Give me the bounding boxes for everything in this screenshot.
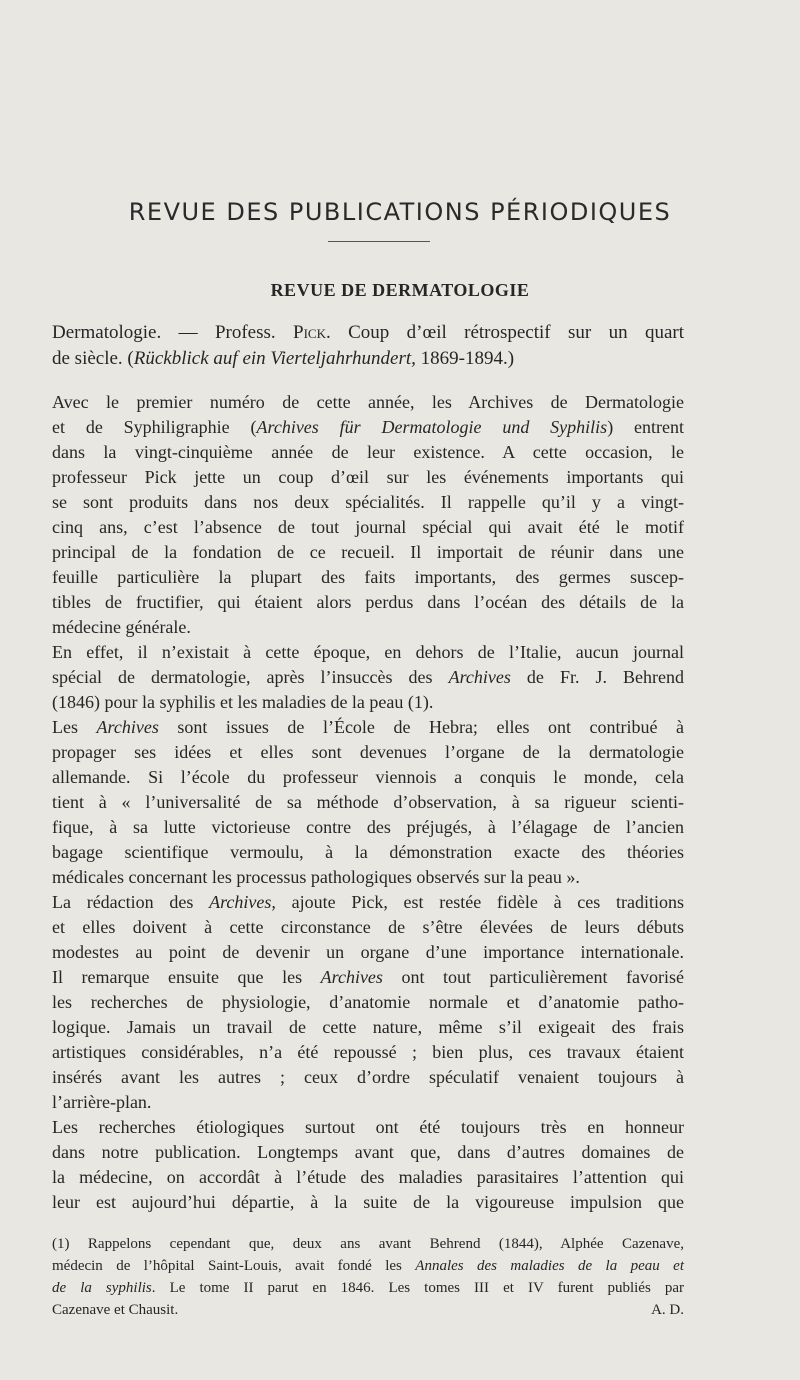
body-line: spécial de dermatologie, après l’insuccès des Archives de Fr. J. Behrend <box>52 667 685 687</box>
footnote-line: (1) Rappelons cependant que, deux ans avant Behrend (1844), Alphée Cazenave, <box>52 1236 684 1252</box>
body-line: Avec le premier numéro de cette année, les Archives de Dermatologie <box>52 392 684 412</box>
section-title: REVUE DE DERMATOLOGIE <box>270 280 530 300</box>
body-line: feuille particulière la plupart des faits importants, des germes suscep- <box>52 567 684 587</box>
page-title: REVUE DES PUBLICATIONS PÉRIODIQUES <box>128 198 672 226</box>
body-line: la médecine, on accordât à l’étude des maladies parasitaires l’attention qui <box>52 1167 684 1187</box>
title-divider <box>328 241 430 242</box>
body-line: cinq ans, c’est l’absence de tout journal spécial qui avait été le motif <box>52 517 684 537</box>
article-heading-line-2: de siècle. (Rückblick auf ein Vierteljahrhundert, 1869-1894.) <box>52 348 515 369</box>
body-line: Les Archives sont issues de l’École de Hebra; elles ont contribué à <box>52 717 684 737</box>
body-line: insérés avant les autres ; ceux d’ordre spéculatif venaient toujours à <box>52 1067 684 1087</box>
body-line: leur est aujourd’hui départie, à la suite de la vigoureuse impulsion que <box>52 1192 684 1212</box>
body-line: les recherches de physiologie, d’anatomie normale et d’anatomie patho- <box>52 992 684 1012</box>
footnote-line: Cazenave et Chausit. A. D. <box>52 1299 684 1321</box>
body-line: médecine générale. <box>52 617 191 637</box>
footnote-line: médecin de l’hôpital Saint-Louis, avait fondé les Annales des maladies de la peau et <box>52 1258 684 1274</box>
body-line: fique, à sa lutte victorieuse contre des préjugés, à l’élagage de l’ancien <box>52 817 684 837</box>
footnote-line: de la syphilis. Le tome II parut en 1846. Les tomes III et IV furent publiés par <box>52 1280 684 1296</box>
body-line: dans la vingt-cinquième année de leur existence. A cette occasion, le <box>52 442 684 462</box>
article-heading-line-1: Dermatologie. — Profess. Pick. Coup d’œil rétrospectif sur un quart <box>52 322 684 343</box>
body-line: et de Syphiligraphie (Archives für Dermatologie und Syphilis) entrent <box>52 417 685 437</box>
body-line: tibles de fructifier, qui étaient alors perdus dans l’océan des détails de la <box>52 592 684 612</box>
body-line: allemande. Si l’école du professeur viennois a conquis le monde, cela <box>52 767 684 787</box>
body-line: La rédaction des Archives, ajoute Pick, est restée fidèle à ces traditions <box>52 892 684 912</box>
body-line: Il remarque ensuite que les Archives ont tout particulièrement favorisé <box>52 967 685 987</box>
body-line: En effet, il n’existait à cette époque, en dehors de l’Italie, aucun journal <box>52 642 684 662</box>
body-line: propager ses idées et elles sont devenues l’organe de la dermatologie <box>52 742 684 762</box>
body-line: logique. Jamais un travail de cette nature, même s’il exigeait des frais <box>52 1017 684 1037</box>
body-line: bagage scientifique vermoulu, à la démonstration exacte des théories <box>52 842 684 862</box>
body-line: se sont produits dans nos deux spécialités. Il rappelle qu’il y a vingt- <box>52 492 684 512</box>
footnote-signature: A. D. <box>651 1302 684 1318</box>
body-line: professeur Pick jette un coup d’œil sur les événements importants qui <box>52 467 684 487</box>
body-line: dans notre publication. Longtemps avant que, dans d’autres domaines de <box>52 1142 684 1162</box>
body-line: (1846) pour la syphilis et les maladies de la peau (1). <box>52 692 434 712</box>
body-line: tient à « l’universalité de sa méthode d’observation, à sa rigueur scienti- <box>52 792 684 812</box>
body-line: artistiques considérables, n’a été repoussé ; bien plus, ces travaux étaient <box>52 1042 684 1062</box>
body-line: l’arrière-plan. <box>52 1092 152 1112</box>
body-line: médicales concernant les processus pathologiques observés sur la peau ». <box>52 867 580 887</box>
body-line: modestes au point de devenir un organe d’une importance internationale. <box>52 942 684 962</box>
body-line: et elles doivent à cette circonstance de s’être élevées de leurs débuts <box>52 917 684 937</box>
body-line: Les recherches étiologiques surtout ont été toujours très en honneur <box>52 1117 684 1137</box>
body-line: principal de la fondation de ce recueil. Il importait de réunir dans une <box>52 542 684 562</box>
